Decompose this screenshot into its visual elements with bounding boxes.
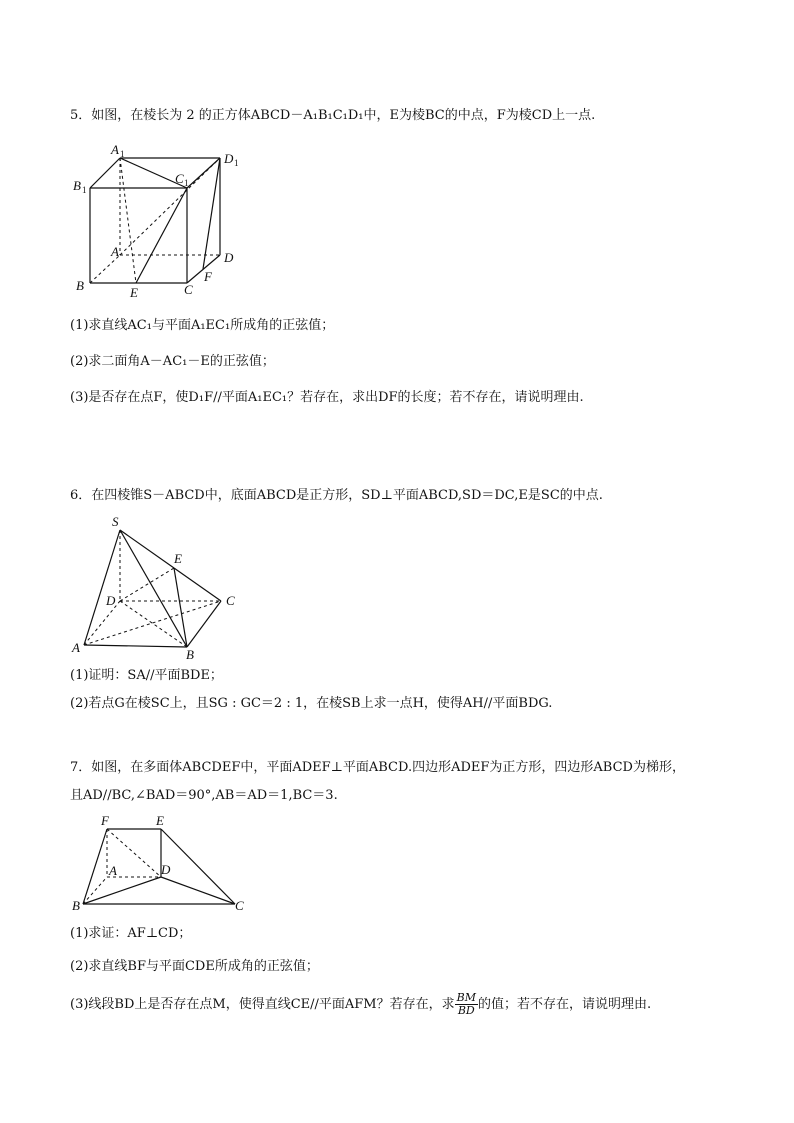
svg-text:1: 1 bbox=[184, 178, 189, 188]
problem-7-q3-before: (3)线段BD上是否存在点M，使得直线CE//平面AFM？若存在，求 bbox=[70, 997, 455, 1012]
label-D1: D bbox=[224, 151, 234, 166]
label-B: B bbox=[72, 898, 80, 913]
label-S: S bbox=[112, 514, 119, 529]
label-E: E bbox=[174, 551, 182, 566]
problem-7-q3-after: 的值；若不存在，请说明理由. bbox=[477, 997, 652, 1012]
label-C: C bbox=[235, 898, 244, 913]
label-B1: B bbox=[73, 178, 81, 193]
problem-5-q3: (3)是否存在点F，使D₁F//平面A₁EC₁？若存在，求出DF的长度；若不存在，请说明理由. bbox=[70, 390, 584, 405]
label-F: F bbox=[204, 269, 212, 284]
problem-7-q2: (2)求直线BF与平面CDE所成角的正弦值； bbox=[70, 959, 319, 974]
label-C: C bbox=[184, 282, 193, 297]
pyramid-figure bbox=[70, 512, 250, 666]
label-D: D bbox=[161, 862, 171, 877]
label-A: A bbox=[111, 244, 119, 259]
fraction-bm-bd: $\frac{BM}{BD}$ bbox=[456, 991, 476, 1017]
label-E: E bbox=[156, 813, 164, 828]
label-B: B bbox=[76, 278, 84, 293]
polyhedron-figure bbox=[70, 812, 260, 921]
label-C1: C bbox=[175, 171, 184, 186]
label-E: E bbox=[130, 285, 138, 300]
label-B: B bbox=[186, 647, 194, 662]
problem-5-q2: (2)求二面角A－AC₁－E的正弦值； bbox=[70, 354, 275, 369]
label-A: A bbox=[109, 863, 117, 878]
label-F: F bbox=[101, 813, 109, 828]
problem-5-stem: 5．如图，在棱长为 2 的正方体ABCD－A₁B₁C₁D₁中，E为棱BC的中点，F为棱CD上一点. bbox=[70, 108, 596, 123]
problem-5-q1: (1)求直线AC₁与平面A₁EC₁所成角的正弦值； bbox=[70, 318, 335, 333]
problem-6-q2: (2)若点G在棱SC上，且SG : GC＝2 : 1，在棱SB上求一点H，使得AH//平面BDG. bbox=[70, 696, 553, 711]
problem-6-q1: (1)证明：SA//平面BDE； bbox=[70, 668, 223, 683]
problem-6-stem: 6．在四棱锥S－ABCD中，底面ABCD是正方形，SD⊥平面ABCD,SD＝DC,E是SC的中点. bbox=[70, 488, 603, 503]
svg-text:1: 1 bbox=[120, 149, 125, 159]
label-A: A bbox=[72, 640, 80, 655]
label-C: C bbox=[226, 593, 235, 608]
label-A1: A bbox=[111, 142, 119, 157]
label-D: D bbox=[106, 593, 116, 608]
problem-7-stem: 7．如图，在多面体ABCDEF中，平面ADEF⊥平面ABCD.四边形ADEF为正方形，四边形ABCD为梯形， bbox=[70, 760, 685, 775]
problem-7-q1: (1)求证：AF⊥CD； bbox=[70, 926, 192, 941]
svg-text:1: 1 bbox=[82, 185, 87, 195]
label-D: D bbox=[224, 250, 234, 265]
svg-text:1: 1 bbox=[234, 158, 239, 168]
problem-7-q3 bbox=[70, 992, 651, 1017]
problem-7-stem-2: 且AD//BC,∠BAD＝90°,AB＝AD＝1,BC＝3. bbox=[70, 788, 338, 803]
cube-figure bbox=[70, 140, 260, 304]
